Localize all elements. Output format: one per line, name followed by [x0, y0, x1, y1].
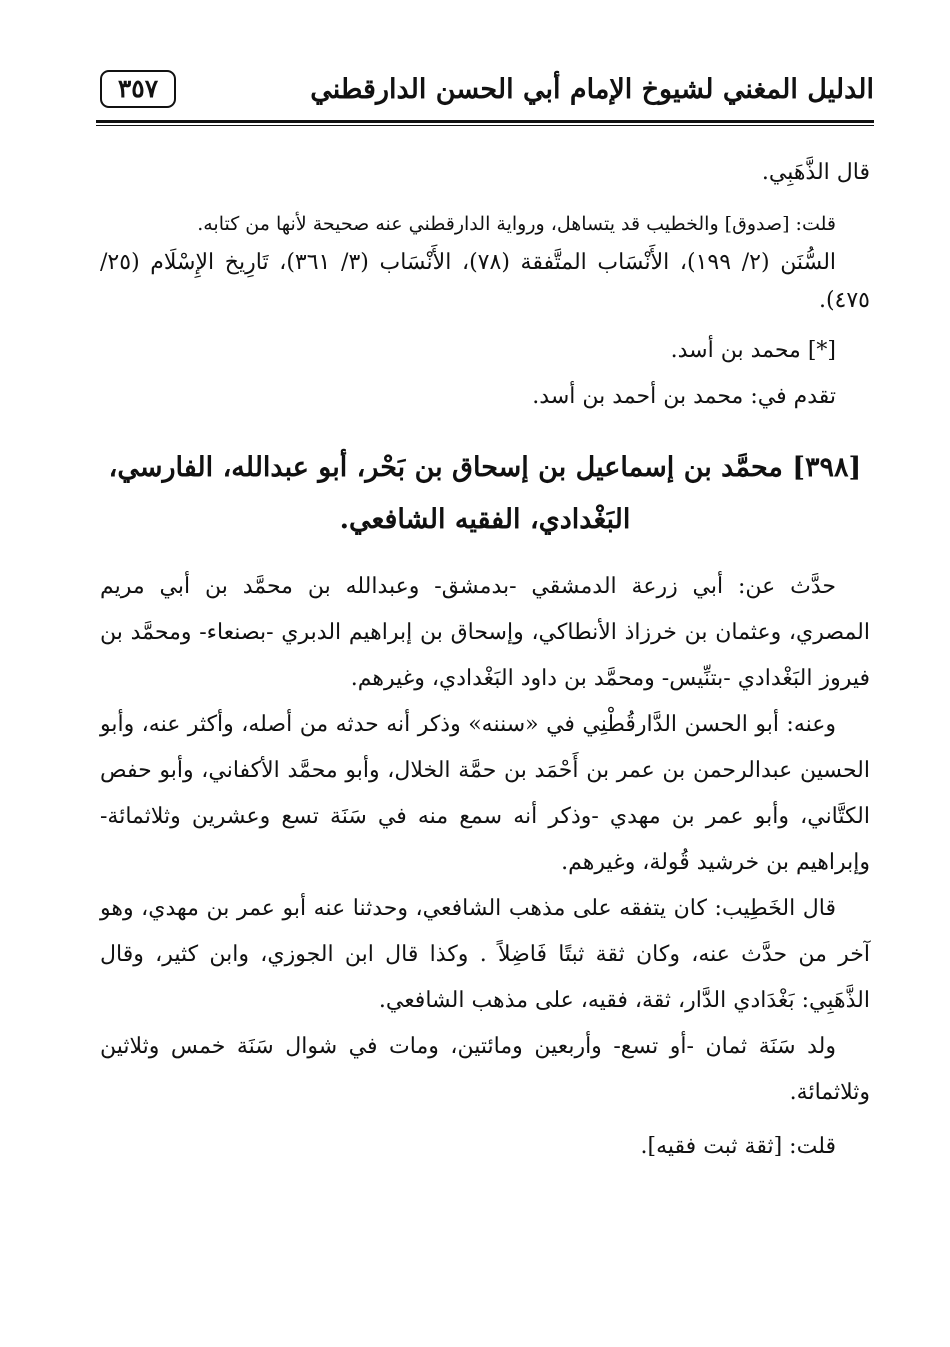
header-rule: [96, 120, 874, 123]
entry-title: [٣٩٨] محمَّد بن إسماعيل بن إسحاق بن بَحْر، أبو عبدالله، الفارسي، البَغْدادي، الفقيه الشافعي.: [108, 452, 862, 535]
paragraph-cross-ref: تقدم في: محمد بن أحمد بن أسد.: [532, 384, 836, 409]
page-number: ٣٥٧: [100, 70, 176, 108]
paragraph-narrated-from: حدَّث عن: أبي زرعة الدمشقي -بدمشق- وعبدالله بن محمَّد بن أبي مريم المصري، وعثمان بن خرزاذ الأنطاكي، وإسحاق بن إبراهيم الدبري -بصنعاء- ومحمَّد بن فيروز البَغْدادي -بتنِّيس- ومحمَّد بن داود البَغْدادي، وغيرهم.: [100, 574, 870, 691]
paragraph-verdict: قلت: [ثقة ثبت فقيه].: [640, 1134, 836, 1159]
paragraph-dhahabi: قال الذَّهَبِي.: [761, 160, 870, 185]
paragraph-narrators: وعنه: أبو الحسن الدَّارقُطْنِي في «سننه» وذكر أنه حدثه من أصله، وأكثر عنه، وأبو الحسين عبدالرحمن بن عمر بن أَحْمَد بن حمَّة الخلال، وأبو محمَّد الأكفاني، وأبو حفص الكتَّاني، وأبو عمر بن مهدي -وذكر أنه سمع منه في سَنَة تسع وعشرين وثلاثمائة- وإبراهيم بن خرشيد قُولة، وغيرهم.: [100, 712, 870, 875]
header-rule-thin: [96, 125, 874, 126]
paragraph-birth-death: ولد سَنَة ثمان -أو تسع- وأربعين ومائتين، ومات في شوال سَنَة خمس وثلاثين وثلاثمائة.: [100, 1034, 870, 1105]
paragraph-sources: السُّنَن (٢/ ١٩٩)، الأَنْسَاب المتَّفقة (٧٨)، الأَنْسَاب (٣/ ٣٦١)، تَارِيخ الإِسْلَام (٢٥/ ٤٧٥).: [100, 250, 870, 313]
page-header: [96, 66, 874, 120]
page-body: [100, 150, 870, 1170]
paragraph-cross-ref-name: [*] محمد بن أسد.: [670, 338, 836, 363]
running-title: الدليل المغني لشيوخ الإمام أبي الحسن الدارقطني: [310, 74, 874, 105]
paragraph-khatib: قال الخَطِيب: كان يتفقه على مذهب الشافعي، وحدثنا عنه أبو عمر بن مهدي، وهو آخر من حدَّث عنه، وكان ثقة ثبتًا فَاضِلاً . وكذا قال ابن الجوزي، وابن كثير، وقال الذَّهَبِي: بَغْدَادي الدَّار، ثقة، فقيه، على مذهب الشافعي.: [100, 896, 870, 1013]
paragraph-note: قلت: [صدوق] والخطيب قد يتساهل، ورواية الدارقطني عنه صحيحة لأنها من كتابه.: [197, 213, 836, 235]
